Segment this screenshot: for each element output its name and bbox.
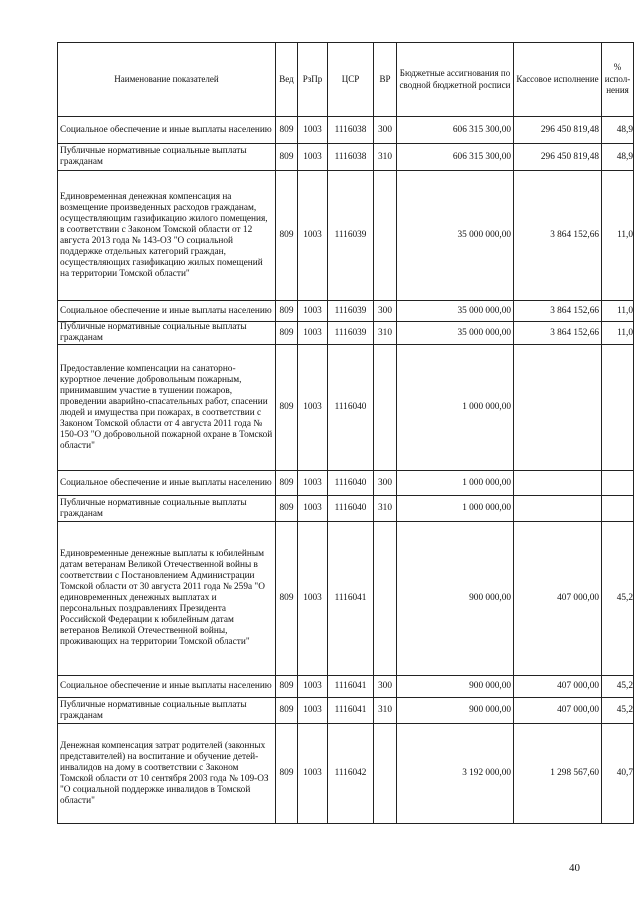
cell-name: Публичные нормативные социальные выплаты гражданам xyxy=(58,322,276,345)
cell-ved: 809 xyxy=(276,471,298,496)
table-row xyxy=(58,522,634,676)
table-row xyxy=(58,301,634,322)
cell-cash xyxy=(514,471,602,496)
cell-rzpr: 1003 xyxy=(298,496,328,522)
header-vr: ВР xyxy=(374,43,397,117)
header-pct: % испол-нения xyxy=(602,43,634,117)
cell-name: Единовременные денежные выплаты к юбилейным датам ветеранам Великой Отечественной войны в соответствии с Постановлением Администрации Томской области от 30 августа 2011 года № 259а "О единовременных денежных выплатах и персональных поздравлениях Президента Российской Федерации к юбилейным датам ветеранов Великой Отечественной войны, проживающих на территории Томской области" xyxy=(58,522,276,676)
cell-vr xyxy=(374,522,397,676)
cell-pct xyxy=(602,345,634,471)
cell-csr: 1116039 xyxy=(328,171,374,301)
cell-ved: 809 xyxy=(276,345,298,471)
cell-budget: 35 000 000,00 xyxy=(397,322,514,345)
cell-name: Социальное обеспечение и иные выплаты населению xyxy=(58,301,276,322)
cell-name: Единовременная денежная компенсация на возмещение произведенных расходов гражданам, осуществляющим газификацию жилого помещения, в соответствии с Законом Томской области от 12 августа 2013 года № 143-ОЗ "О социальной поддержке отдельных категорий граждан, осуществляющих газификацию жилых помещений на территории Томской области" xyxy=(58,171,276,301)
header-csr: ЦСР xyxy=(328,43,374,117)
cell-vr: 310 xyxy=(374,698,397,724)
cell-pct: 11,0 xyxy=(602,322,634,345)
cell-cash: 3 864 152,66 xyxy=(514,171,602,301)
table-row xyxy=(58,496,634,522)
cell-pct: 48,9 xyxy=(602,117,634,144)
cell-budget: 1 000 000,00 xyxy=(397,496,514,522)
cell-pct: 48,9 xyxy=(602,144,634,171)
cell-budget: 606 315 300,00 xyxy=(397,117,514,144)
cell-pct: 45,2 xyxy=(602,698,634,724)
header-cash: Кассовое исполнение xyxy=(514,43,602,117)
cell-rzpr: 1003 xyxy=(298,676,328,698)
cell-pct: 11,0 xyxy=(602,171,634,301)
header-row xyxy=(58,43,634,117)
header-name: Наименование показателей xyxy=(58,43,276,117)
cell-pct xyxy=(602,496,634,522)
cell-vr: 310 xyxy=(374,322,397,345)
cell-ved: 809 xyxy=(276,698,298,724)
cell-ved: 809 xyxy=(276,496,298,522)
cell-cash: 407 000,00 xyxy=(514,698,602,724)
cell-csr: 1116038 xyxy=(328,144,374,171)
table-row xyxy=(58,144,634,171)
table-row xyxy=(58,171,634,301)
cell-cash: 407 000,00 xyxy=(514,522,602,676)
cell-cash: 3 864 152,66 xyxy=(514,301,602,322)
cell-csr: 1116039 xyxy=(328,301,374,322)
cell-budget: 900 000,00 xyxy=(397,698,514,724)
cell-ved: 809 xyxy=(276,522,298,676)
cell-rzpr: 1003 xyxy=(298,144,328,171)
cell-rzpr: 1003 xyxy=(298,471,328,496)
cell-vr xyxy=(374,724,397,824)
cell-csr: 1116040 xyxy=(328,496,374,522)
cell-vr: 300 xyxy=(374,301,397,322)
cell-name: Социальное обеспечение и иные выплаты населению xyxy=(58,471,276,496)
cell-rzpr: 1003 xyxy=(298,345,328,471)
cell-rzpr: 1003 xyxy=(298,522,328,676)
cell-budget: 35 000 000,00 xyxy=(397,171,514,301)
cell-name: Публичные нормативные социальные выплаты гражданам xyxy=(58,144,276,171)
cell-vr: 310 xyxy=(374,496,397,522)
cell-csr: 1116042 xyxy=(328,724,374,824)
cell-ved: 809 xyxy=(276,676,298,698)
cell-budget: 3 192 000,00 xyxy=(397,724,514,824)
cell-name: Социальное обеспечение и иные выплаты населению xyxy=(58,676,276,698)
cell-pct: 11,0 xyxy=(602,301,634,322)
table-row xyxy=(58,322,634,345)
table-row xyxy=(58,345,634,471)
cell-budget: 35 000 000,00 xyxy=(397,301,514,322)
cell-cash xyxy=(514,496,602,522)
cell-name: Предоставление компенсации на санаторно-курортное лечение добровольным пожарным, принимавшим участие в тушении пожаров, проведении аварийно-спасательных работ, спасении людей и имущества при пожарах, в соответствии с Законом Томской области от 4 августа 2011 года № 150-ОЗ "О добровольной пожарной охране в Томской области" xyxy=(58,345,276,471)
cell-vr: 300 xyxy=(374,117,397,144)
cell-cash: 1 298 567,60 xyxy=(514,724,602,824)
cell-ved: 809 xyxy=(276,117,298,144)
cell-csr: 1116041 xyxy=(328,676,374,698)
table-row xyxy=(58,471,634,496)
cell-rzpr: 1003 xyxy=(298,301,328,322)
header-budget: Бюджетные ассигнования по сводной бюджетной росписи xyxy=(397,43,514,117)
cell-budget: 1 000 000,00 xyxy=(397,345,514,471)
cell-name: Публичные нормативные социальные выплаты гражданам xyxy=(58,698,276,724)
budget-table xyxy=(57,42,634,824)
cell-csr: 1116038 xyxy=(328,117,374,144)
cell-cash: 296 450 819,48 xyxy=(514,117,602,144)
cell-pct: 45,2 xyxy=(602,522,634,676)
cell-cash xyxy=(514,345,602,471)
cell-vr xyxy=(374,171,397,301)
table-row xyxy=(58,117,634,144)
table-row xyxy=(58,724,634,824)
cell-ved: 809 xyxy=(276,171,298,301)
cell-budget: 900 000,00 xyxy=(397,676,514,698)
cell-rzpr: 1003 xyxy=(298,322,328,345)
cell-name: Публичные нормативные социальные выплаты гражданам xyxy=(58,496,276,522)
cell-ved: 809 xyxy=(276,322,298,345)
cell-vr xyxy=(374,345,397,471)
cell-cash: 296 450 819,48 xyxy=(514,144,602,171)
cell-cash: 3 864 152,66 xyxy=(514,322,602,345)
header-rzpr: РзПр xyxy=(298,43,328,117)
page-number: 40 xyxy=(569,862,580,874)
cell-rzpr: 1003 xyxy=(298,171,328,301)
cell-name: Денежная компенсация затрат родителей (законных представителей) на воспитание и обучение детей-инвалидов на дому в соответствии с Законом Томской области от 10 сентября 2003 года № 109-ОЗ "О социальной поддержке инвалидов в Томской области" xyxy=(58,724,276,824)
cell-rzpr: 1003 xyxy=(298,698,328,724)
cell-vr: 310 xyxy=(374,144,397,171)
cell-rzpr: 1003 xyxy=(298,724,328,824)
cell-csr: 1116039 xyxy=(328,322,374,345)
cell-budget: 606 315 300,00 xyxy=(397,144,514,171)
header-ved: Вед xyxy=(276,43,298,117)
cell-cash: 407 000,00 xyxy=(514,676,602,698)
cell-pct xyxy=(602,471,634,496)
cell-budget: 900 000,00 xyxy=(397,522,514,676)
cell-ved: 809 xyxy=(276,144,298,171)
cell-pct: 45,2 xyxy=(602,676,634,698)
cell-csr: 1116041 xyxy=(328,522,374,676)
cell-budget: 1 000 000,00 xyxy=(397,471,514,496)
cell-vr: 300 xyxy=(374,676,397,698)
cell-vr: 300 xyxy=(374,471,397,496)
cell-name: Социальное обеспечение и иные выплаты населению xyxy=(58,117,276,144)
cell-csr: 1116040 xyxy=(328,471,374,496)
cell-pct: 40,7 xyxy=(602,724,634,824)
cell-rzpr: 1003 xyxy=(298,117,328,144)
table-row xyxy=(58,676,634,698)
cell-ved: 809 xyxy=(276,301,298,322)
cell-csr: 1116041 xyxy=(328,698,374,724)
table-row xyxy=(58,698,634,724)
cell-csr: 1116040 xyxy=(328,345,374,471)
cell-ved: 809 xyxy=(276,724,298,824)
